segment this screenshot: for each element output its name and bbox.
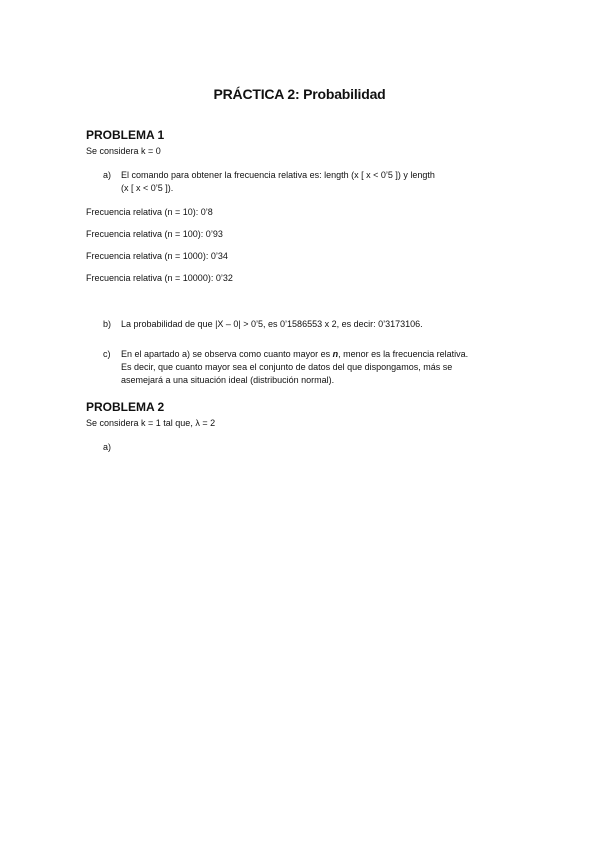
problem-2-heading: PROBLEMA 2	[86, 400, 165, 414]
item-b-label: b)	[103, 319, 112, 329]
item-b-line: La probabilidad de que |X – 0| > 0’5, es 0’1586553 x 2, es decir: 0’3173106.	[121, 319, 423, 329]
frequency-line-n10: Frecuencia relativa (n = 10): 0’8	[86, 207, 213, 217]
item-c-text	[121, 348, 531, 387]
frequency-line-n1000: Frecuencia relativa (n = 1000): 0’34	[86, 251, 228, 261]
item-c-emphasis-n: n	[332, 349, 339, 359]
frequency-line-n100: Frecuencia relativa (n = 100): 0’93	[86, 229, 223, 239]
item-c-line-1-pre: En el apartado a) se observa como cuanto mayor es	[121, 349, 333, 359]
item-b-text	[121, 318, 531, 331]
item-a-label: a)	[103, 170, 112, 180]
item-c-label: c)	[103, 349, 111, 359]
frequency-line-n10000: Frecuencia relativa (n = 10000): 0’32	[86, 273, 233, 283]
problem-2-item-a-label: a)	[103, 442, 112, 452]
document-title: PRÁCTICA 2: Probabilidad	[213, 86, 386, 102]
item-a-text	[121, 169, 531, 195]
problem-1-intro: Se considera k = 0	[86, 146, 161, 156]
item-c-line-1-post: , menor es la frecuencia relativa.	[338, 349, 469, 359]
item-c-line-2: Es decir, que cuanto mayor sea el conjunto de datos del que dispongamos, más se	[121, 362, 453, 372]
item-a-line-2: (x [ x < 0’5 ]).	[121, 183, 174, 193]
item-c-line-3: asemejará a una situación ideal (distribución normal).	[121, 375, 335, 385]
problem-1-heading: PROBLEMA 1	[86, 128, 165, 142]
item-a-line-1: El comando para obtener la frecuencia relativa es: length (x [ x < 0’5 ]) y length	[121, 170, 435, 180]
problem-2-intro: Se considera k = 1 tal que, λ = 2	[86, 418, 216, 428]
item-c-line-1	[121, 348, 531, 361]
